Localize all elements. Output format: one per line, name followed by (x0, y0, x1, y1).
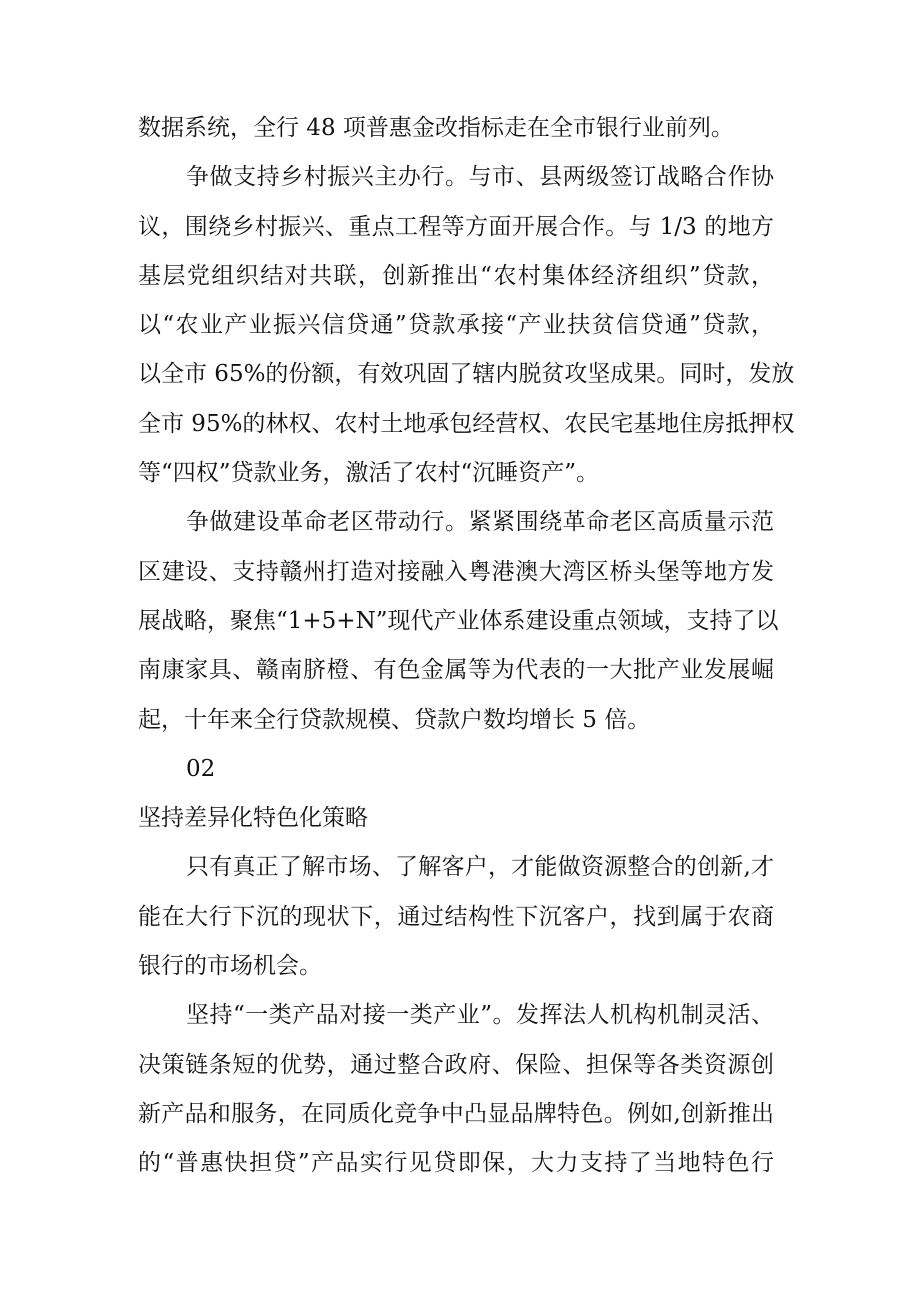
text-line: 展战略，聚焦“1+5+N”现代产业体系建设重点领域，支持了以 (138, 607, 779, 634)
document-page (138, 104, 795, 1189)
text-line: 决策链条短的优势，通过整合政府、保险、担保等各类资源创 (138, 1051, 774, 1078)
text-line: 议，围绕乡村振兴、重点工程等方面开展合作。与 1/3 的地方 (138, 213, 774, 240)
text-line: 起，十年来全行贷款规模、贷款户数均增长 5 倍。 (138, 706, 651, 733)
text-line: 数据系统，全行 48 项普惠金改指标走在全市银行业前列。 (138, 115, 734, 141)
text-line: 基层党组织结对共联，创新推出“农村集体经济组织”贷款， (138, 262, 774, 289)
text-line: 区建设、支持赣州打造对接融入粤港澳大湾区桥头堡等地方发 (138, 558, 774, 585)
text-line: 争做支持乡村振兴主办行。与市、县两级签订战略合作协 (186, 164, 774, 191)
text-line: 新产品和服务，在同质化竞争中凸显品牌特色。例如,创新推出 (138, 1100, 774, 1127)
text-line: 等“四权”贷款业务，激活了农村“沉睡资产”。 (138, 460, 600, 487)
section-heading: 坚持差异化特色化策略 (138, 805, 368, 832)
text-line: 银行的市场机会。 (138, 953, 322, 980)
text-line: 能在大行下沉的现状下，通过结构性下沉客户，找到属于农商 (138, 903, 774, 930)
text-line: 的“普惠快担贷”产品实行见贷即保，大力支持了当地特色行 (138, 1150, 774, 1177)
text-line: 以“农业产业振兴信贷通”贷款承接“产业扶贫信贷通”贷款， (138, 312, 774, 339)
text-line: 南康家具、赣南脐橙、有色金属等为代表的一大批产业发展崛 (138, 657, 774, 684)
text-line: 全市 95%的林权、农村土地承包经营权、农民宅基地住房抵押权 (138, 410, 795, 437)
section-number: 02 (186, 755, 216, 782)
text-line: 以全市 65%的份额，有效巩固了辖内脱贫攻坚成果。同时，发放 (138, 361, 795, 388)
text-line: 争做建设革命老区带动行。紧紧围绕革命老区高质量示范 (186, 509, 774, 536)
text-line: 坚持“一类产品对接一类产业”。发挥法人机构机制灵活、 (186, 1002, 774, 1029)
text-line: 只有真正了解市场、了解客户，才能做资源整合的创新,才 (186, 854, 774, 881)
